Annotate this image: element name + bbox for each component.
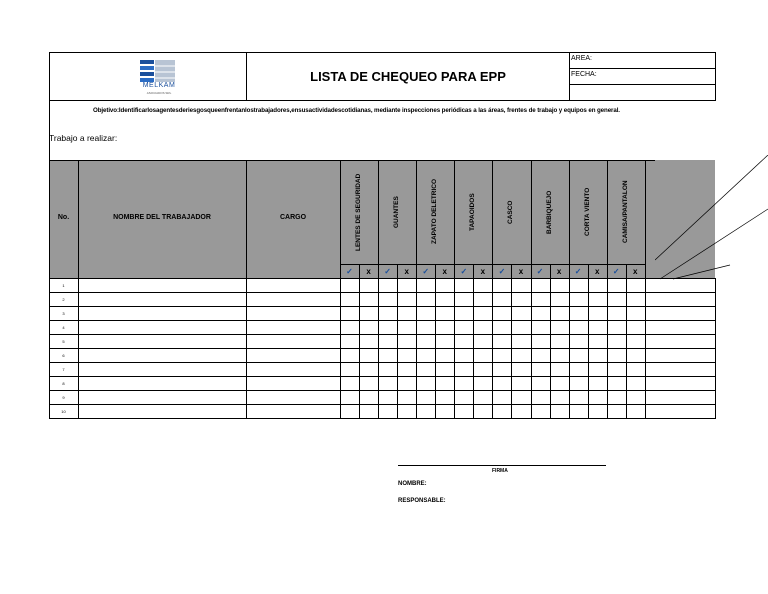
header-logo-cell	[49, 52, 247, 101]
cross-mark: x	[404, 266, 409, 276]
diagonal-lines	[655, 155, 768, 285]
table-row	[49, 404, 715, 405]
signature-line	[398, 465, 606, 466]
firma-label: FIRMA	[492, 468, 508, 474]
fecha-label: FECHA:	[571, 71, 597, 78]
company-name: MELKAM	[142, 82, 176, 89]
table-row	[49, 348, 715, 349]
cross-mark: x	[594, 266, 600, 276]
check-mark: ✓	[422, 266, 430, 276]
row-number: 9	[62, 394, 65, 400]
cross-mark: x	[556, 266, 562, 276]
cross-mark: x	[480, 266, 486, 276]
check-mark: ✓	[498, 266, 506, 276]
check-mark: ✓	[384, 266, 391, 276]
row-number: 10	[61, 408, 66, 414]
epp-col-header: ZAPATO DELETRICO	[431, 179, 439, 245]
meta-box	[569, 52, 716, 101]
row-number: 4	[62, 324, 65, 330]
check-mark: ✓	[612, 266, 620, 276]
table-row	[49, 362, 715, 363]
cross-mark: x	[366, 266, 371, 276]
company-subtitle: ASOCIADOS SRL	[146, 91, 172, 95]
row-number: 3	[62, 310, 65, 316]
epp-col-header: CORTA VIENTO	[583, 187, 591, 237]
page-title: LISTA DE CHEQUEO PARA EPP	[246, 52, 570, 101]
epp-col-header: GUANTES	[393, 196, 401, 228]
check-mark: ✓	[346, 266, 353, 276]
cross-mark: x	[518, 266, 524, 276]
row-number: 6	[62, 352, 65, 358]
table-row	[49, 292, 715, 293]
table-row	[49, 334, 715, 335]
check-mark: ✓	[536, 266, 544, 276]
cross-mark: x	[633, 266, 638, 276]
row-number: 5	[62, 338, 65, 344]
epp-col-header: CASCO	[507, 200, 515, 224]
col-name: NOMBRE DEL TRABAJADOR	[113, 214, 211, 221]
row-number: 8	[62, 380, 65, 386]
col-no: No.	[57, 214, 70, 221]
epp-col-header: TAPAOIDOS	[469, 193, 477, 231]
area-label: AREA:	[571, 55, 593, 62]
nombre-label: NOMBRE:	[398, 481, 427, 487]
check-mark: ✓	[574, 266, 582, 276]
col-cargo: CARGO	[279, 214, 307, 221]
work-label: Trabajo a realizar:	[49, 133, 118, 143]
table-row	[49, 418, 715, 419]
check-mark: ✓	[460, 266, 468, 276]
objective-text: Objetivo:Identificarlosagentesderiesgosqueenfrentanlostrabajadores,ensusactividadescotidianas, mediante inspecciones periódicas a las áreas, frentes de trabajo y equipos en general.	[93, 107, 620, 114]
row-number: 1	[62, 282, 65, 288]
table-row	[49, 306, 715, 307]
epp-col-header: CAMISA/PANTALON	[621, 180, 629, 244]
epp-col-header: BARBIQUEJO	[545, 190, 553, 234]
epp-col-header: LENTES DE SEGURIDAD	[355, 173, 363, 251]
row-number: 2	[62, 296, 65, 302]
table-row	[49, 390, 715, 391]
row-number: 7	[62, 366, 65, 372]
table-row	[49, 320, 715, 321]
cross-mark: x	[442, 266, 447, 276]
table-row	[49, 376, 715, 377]
responsable-label: RESPONSABLE:	[398, 498, 446, 504]
